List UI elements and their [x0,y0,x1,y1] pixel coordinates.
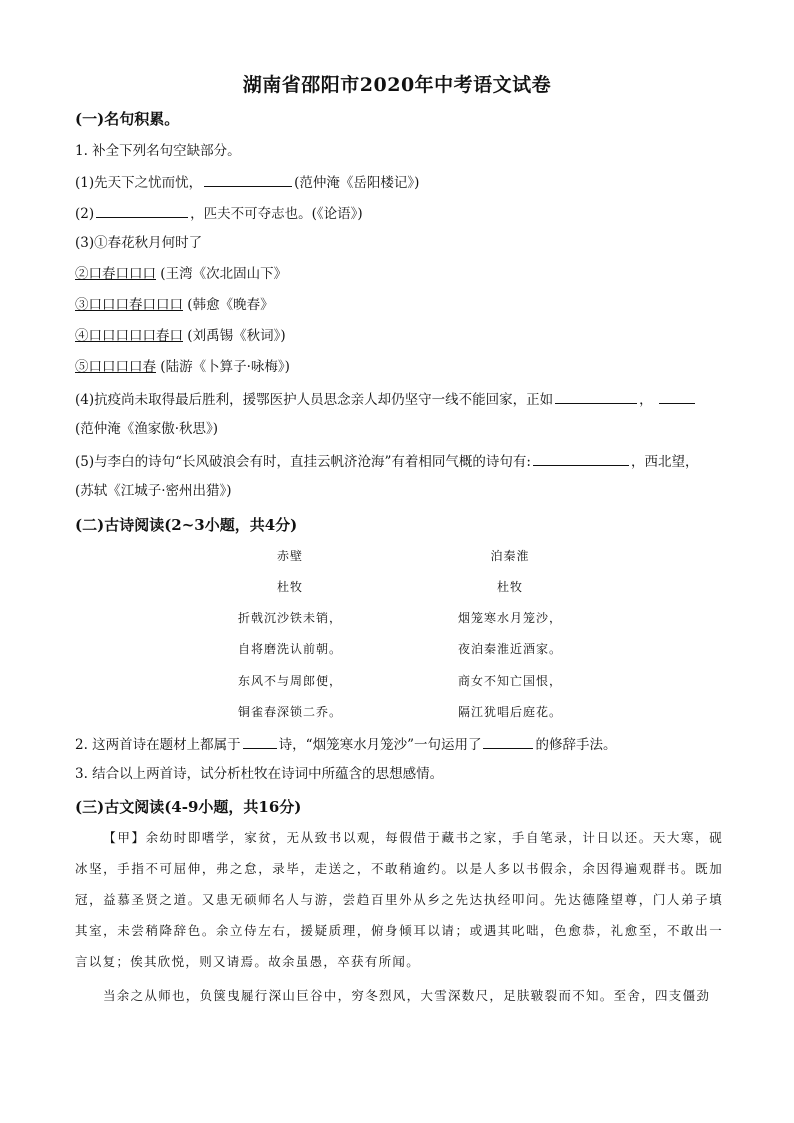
question-1-item-4: (4)抗疫尚未取得最后胜利，援鄂医护人员思念亲人却仍坚守一线不能回家，正如 ， [75,389,697,409]
poem-1-line: 东风不与周郎便， [237,674,342,688]
question-1-item-3-2: ②口春口口口 (王湾《次北固山下》 [75,266,288,282]
poem-2-line: 隔江犹唱后庭花。 [457,705,562,719]
poem-2-line: 烟笼寒水月笼沙， [457,611,562,625]
question-3: 3. 结合以上两首诗，试分析杜牧在诗词中所蕴含的思想感情。 [75,766,444,782]
question-1-item-3-4: ④口口口口口春口 (刘禹锡《秋词》) [75,328,286,344]
answer-blank[interactable] [483,734,533,749]
answer-blank[interactable] [243,734,277,749]
question-1-item-4-source: (范仲淹《渔家傲·秋思》) [75,421,219,437]
question-1-item-3: (3)①春花秋月何时了 [75,235,203,251]
question-1-item-5: (5)与李白的诗句“长风破浪会有时，直挂云帆济沧海”有着相同气概的诗句有: ，西北望， [75,451,698,471]
poem-2-author: 杜牧 [496,580,523,594]
poem-2-title: 泊秦淮 [490,549,530,563]
question-1-item-3-5: ⑤口口口口春 (陆游《卜算子·咏梅》) [75,359,290,375]
answer-blank[interactable] [555,389,637,404]
page-title: 湖南省邵阳市2020年中考语文试卷 [242,74,552,96]
answer-blank[interactable] [96,203,188,218]
question-1: 1. 补全下列名句空缺部分。 [75,143,241,159]
poem-1-line: 折戟沉沙铁未销， [237,611,342,625]
poem-1-line: 自将磨洗认前朝。 [237,642,342,656]
question-1-item-3-3: ③口口口春口口口 (韩愈《晚春》 [75,297,274,313]
answer-blank[interactable] [204,172,292,187]
section-3-heading: (三)古文阅读(4-9小题，共16分) [75,798,302,816]
poem-1-line: 铜雀春深锁二乔。 [237,705,342,719]
section-2-heading: (二)古诗阅读(2~3小题，共4分) [75,516,298,534]
passage-paragraph-1: 【甲】余幼时即嗜学，家贫，无从致书以观，每假借于藏书之家，手自笔录，计日以还。天大寒，砚冰坚，手指不可屈伸，弗之怠，录毕，走送之，不敢稍逾约。以是人多以书假余，余因得遍观群书。既加冠，益慕圣贤之道。又患无硕师名人与游，尝趋百里外从乡之先达执经叩问。先达德隆望尊，门人弟子填其室，未尝稍降辞色。余立侍左右，援疑质理，俯身倾耳以请；或遇其叱咄，色愈恭，礼愈至，不敢出一言以复；俟其欣悦，则又请焉。故余虽愚，卒获有所闻。 [75,830,723,969]
poem-1-author: 杜牧 [276,580,303,594]
question-1-item-1: (1)先天下之忧而忧， (范仲淹《岳阳楼记》) [75,172,419,192]
poem-2-line: 商女不知亡国恨， [457,674,562,688]
question-1-item-2: (2) ，匹夫不可夺志也。(《论语》) [75,203,363,223]
poem-1-title: 赤壁 [276,549,303,563]
passage-paragraph-2: 当余之从师也，负箧曳屣行深山巨谷中，穷冬烈风，大雪深数尺，足肤皲裂而不知。至舍，四支僵劲 [103,988,711,1003]
question-1-item-5-source: (苏轼《江城子·密州出猎》) [75,483,232,499]
question-2: 2. 这两首诗在题材上都属于 诗，“烟笼寒水月笼沙”一句运用了 的修辞手法。 [75,734,616,754]
answer-blank[interactable] [659,389,695,404]
answer-blank[interactable] [533,451,629,466]
section-1-heading: (一)名句积累。 [75,110,180,128]
poem-2-line: 夜泊秦淮近酒家。 [457,642,562,656]
